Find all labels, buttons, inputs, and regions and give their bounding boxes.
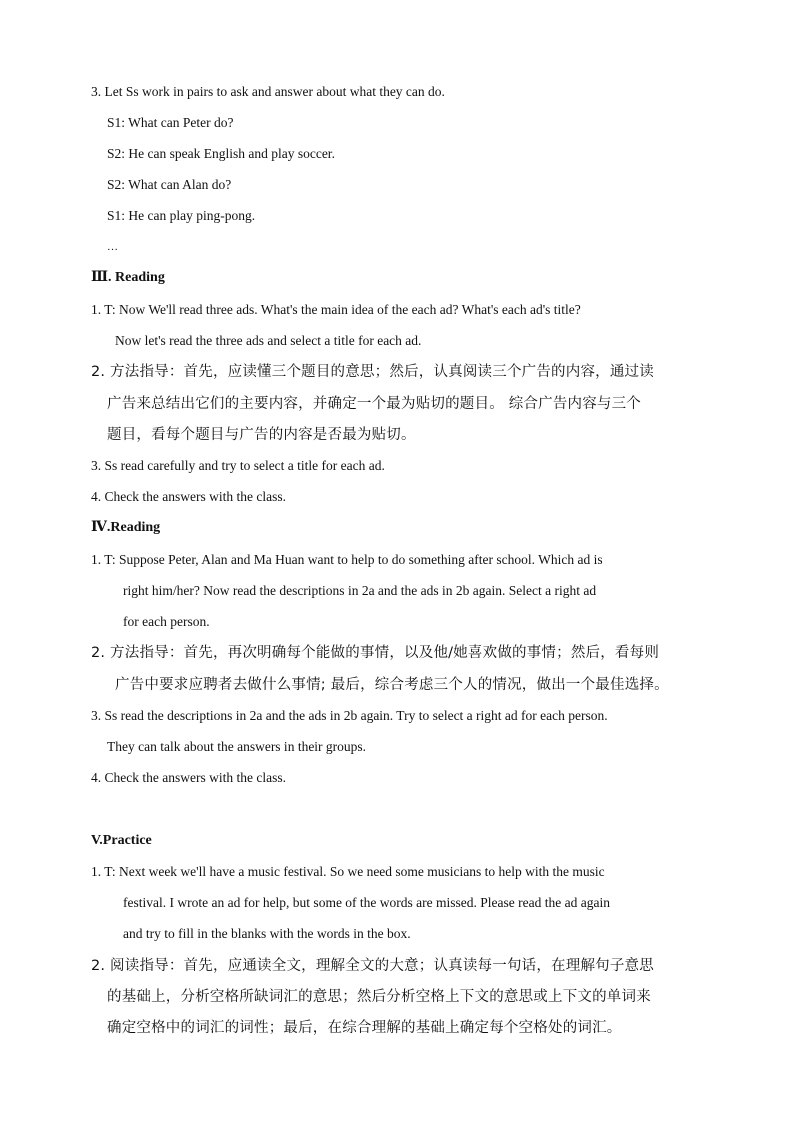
instruction-line: 3. Let Ss work in pairs to ask and answer about what they can do. — [91, 84, 445, 99]
section-heading-practice: V.Practice — [91, 833, 152, 848]
guidance-line: 2. 方法指导：首先，再次明确每个能做的事情，以及他/她喜欢做的事情；然后，看每则 — [91, 645, 660, 661]
instruction-line: 3. Ss read the descriptions in 2a and the ads in 2b again. Try to select a right ad for each person. — [91, 708, 608, 723]
guidance-line: 确定空格中的词汇的词性；最后，在综合理解的基础上确定每个空格处的词汇。 — [107, 1020, 622, 1036]
ellipsis: … — [107, 241, 118, 253]
instruction-line: festival. I wrote an ad for help, but some of the words are missed. Please read the ad again — [123, 895, 610, 910]
guidance-line: 广告来总结出它们的主要内容，并确定一个最为贴切的题目。 综合广告内容与三个 — [107, 396, 642, 412]
instruction-line: 1. T: Now We'll read three ads. What's the main idea of the each ad? What's each ad's title? — [91, 302, 581, 317]
guidance-line: 题目，看每个题目与广告的内容是否最为贴切。 — [107, 427, 416, 443]
instruction-line: They can talk about the answers in their groups. — [107, 739, 367, 754]
dialogue-line: S2: He can speak English and play soccer. — [107, 146, 335, 161]
guidance-line: 的基础上，分析空格所缺词汇的意思；然后分析空格上下文的意思或上下文的单词来 — [107, 989, 651, 1005]
instruction-line: 4. Check the answers with the class. — [91, 770, 286, 785]
instruction-line: 1. T: Suppose Peter, Alan and Ma Huan want to help to do something after school. Which ad is — [91, 552, 603, 567]
dialogue-line: S2: What can Alan do? — [107, 177, 232, 192]
dialogue-line: S1: What can Peter do? — [107, 115, 234, 130]
guidance-line: 广告中要求应聘者去做什么事情; 最后，综合考虑三个人的情况，做出一个最佳选择。 — [115, 677, 669, 693]
guidance-line: 2. 方法指导：首先，应读懂三个题目的意思；然后，认真阅读三个广告的内容，通过读 — [91, 364, 654, 380]
section-heading-reading-3: Ⅲ. Reading — [91, 270, 165, 285]
instruction-line: right him/her? Now read the descriptions in 2a and the ads in 2b again. Select a right ad — [123, 583, 597, 598]
instruction-line: for each person. — [123, 614, 210, 629]
instruction-line: Now let's read the three ads and select a title for each ad. — [115, 333, 422, 348]
guidance-line: 2. 阅读指导：首先，应通读全文，理解全文的大意；认真读每一句话，在理解句子意思 — [91, 958, 654, 974]
dialogue-line: S1: He can play ping-pong. — [107, 208, 256, 223]
instruction-line: 4. Check the answers with the class. — [91, 489, 286, 504]
section-heading-reading-4: Ⅳ.Reading — [91, 520, 161, 535]
instruction-line: 3. Ss read carefully and try to select a title for each ad. — [91, 458, 385, 473]
instruction-line: and try to fill in the blanks with the words in the box. — [123, 926, 411, 941]
instruction-line: 1. T: Next week we'll have a music festival. So we need some musicians to help with the music — [91, 864, 605, 879]
